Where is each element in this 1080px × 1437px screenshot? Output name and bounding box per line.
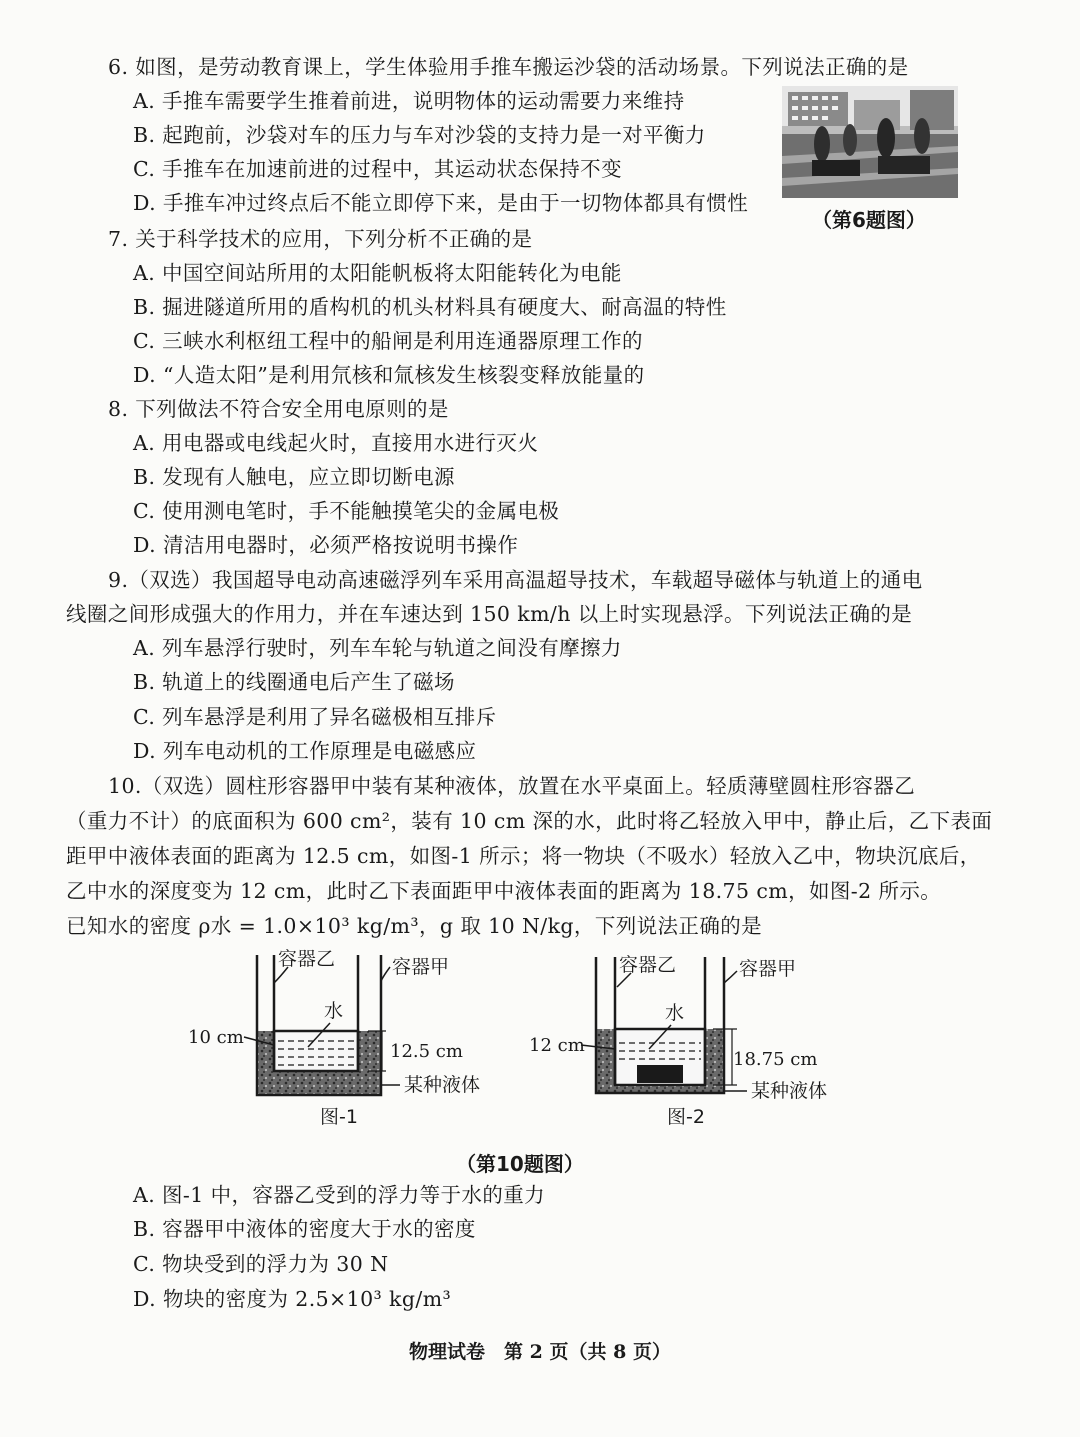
q6-option-d: D. 手推车冲过终点后不能立即停下来，是由于一切物体都具有惯性 <box>133 191 749 215</box>
q7-option-c: C. 三峡水利枢纽工程中的船闸是利用连通器原理工作的 <box>133 329 643 353</box>
q10-line-4: 乙中水的深度变为 12 cm，此时乙下表面距甲中液体表面的距离为 18.75 cm，如图-2 所示。 <box>66 879 942 903</box>
label-gap: 18.75 cm <box>733 1049 818 1070</box>
q6-option-a: A. 手推车需要学生推着前进，说明物体的运动需要力来维持 <box>133 89 685 113</box>
q10-figure-caption: （第10题图） <box>456 1152 584 1176</box>
q8-stem: 8. 下列做法不符合安全用电原则的是 <box>108 397 449 421</box>
q9-line-1: 9.（双选）我国超导电动高速磁浮列车采用高温超导技术，车载超导磁体与轨道上的通电 <box>108 568 923 592</box>
label-gap: 12.5 cm <box>390 1041 463 1062</box>
label-liquid: 某种液体 <box>751 1080 828 1102</box>
q10-option-c: C. 物块受到的浮力为 30 N <box>133 1252 389 1276</box>
q8-option-b: B. 发现有人触电，应立即切断电源 <box>133 465 455 489</box>
q6-photo <box>782 86 958 198</box>
q7-stem: 7. 关于科学技术的应用，下列分析不正确的是 <box>108 227 533 251</box>
q7-option-d: D. “人造太阳”是利用氘核和氚核发生核裂变释放能量的 <box>133 363 645 387</box>
label-container-b: 容器乙 <box>619 954 677 976</box>
q10-figure-2 <box>525 945 855 1135</box>
q9-option-d: D. 列车电动机的工作原理是电磁感应 <box>133 739 477 763</box>
q10-line-5: 已知水的密度 ρ水 = 1.0×10³ kg/m³，g 取 10 N/kg，下列说法正确的是 <box>66 914 763 938</box>
label-container-a: 容器甲 <box>392 956 450 978</box>
page-footer: 物理试卷 第 2 页（共 8 页） <box>409 1341 671 1363</box>
label-liquid: 某种液体 <box>404 1074 481 1096</box>
label-water: 水 <box>665 1002 685 1024</box>
q10-line-3: 距甲中液体表面的距离为 12.5 cm，如图-1 所示；将一物块（不吸水）轻放入乙中，物块沉底后， <box>66 844 981 868</box>
label-depth: 10 cm <box>188 1027 244 1048</box>
q10-option-d: D. 物块的密度为 2.5×10³ kg/m³ <box>133 1287 452 1311</box>
figure-1-label: 图-1 <box>320 1106 358 1128</box>
q9-option-c: C. 列车悬浮是利用了异名磁极相互排斥 <box>133 705 497 729</box>
q7-option-a: A. 中国空间站所用的太阳能帆板将太阳能转化为电能 <box>133 261 622 285</box>
q8-option-d: D. 清洁用电器时，必须严格按说明书操作 <box>133 533 519 557</box>
q6-option-b: B. 起跑前，沙袋对车的压力与车对沙袋的支持力是一对平衡力 <box>133 123 706 147</box>
container-b <box>274 1031 358 1071</box>
label-depth: 12 cm <box>529 1035 585 1056</box>
q10-option-a: A. 图-1 中，容器乙受到的浮力等于水的重力 <box>133 1183 546 1207</box>
q10-line-2: （重力不计）的底面积为 600 cm²，装有 10 cm 深的水，此时将乙轻放入甲中，静止后，乙下表面 <box>66 809 993 833</box>
q6-stem: 6. 如图，是劳动教育课上，学生体验用手推车搬运沙袋的活动场景。下列说法正确的是 <box>108 55 909 79</box>
label-container-a: 容器甲 <box>739 958 797 980</box>
label-container-b: 容器乙 <box>278 948 336 970</box>
q6-option-c: C. 手推车在加速前进的过程中，其运动状态保持不变 <box>133 157 622 181</box>
figure-2-label: 图-2 <box>667 1106 705 1128</box>
label-water: 水 <box>324 1000 344 1022</box>
q10-figure-1 <box>180 945 520 1135</box>
q8-option-a: A. 用电器或电线起火时，直接用水进行灭火 <box>133 431 539 455</box>
q9-line-2: 线圈之间形成强大的作用力，并在车速达到 150 km/h 以上时实现悬浮。下列说法正确的是 <box>66 602 913 626</box>
q6-figure-caption: （第6题图） <box>812 208 926 232</box>
q9-option-a: A. 列车悬浮行驶时，列车车轮与轨道之间没有摩擦力 <box>133 636 622 660</box>
q9-option-b: B. 轨道上的线圈通电后产生了磁场 <box>133 670 455 694</box>
q10-option-b: B. 容器甲中液体的密度大于水的密度 <box>133 1217 476 1241</box>
q10-line-1: 10.（双选）圆柱形容器甲中装有某种液体，放置在水平桌面上。轻质薄壁圆柱形容器乙 <box>108 774 916 798</box>
block <box>637 1065 683 1083</box>
q7-option-b: B. 掘进隧道所用的盾构机的机头材料具有硬度大、耐高温的特性 <box>133 295 727 319</box>
q8-option-c: C. 使用测电笔时，手不能触摸笔尖的金属电极 <box>133 499 560 523</box>
